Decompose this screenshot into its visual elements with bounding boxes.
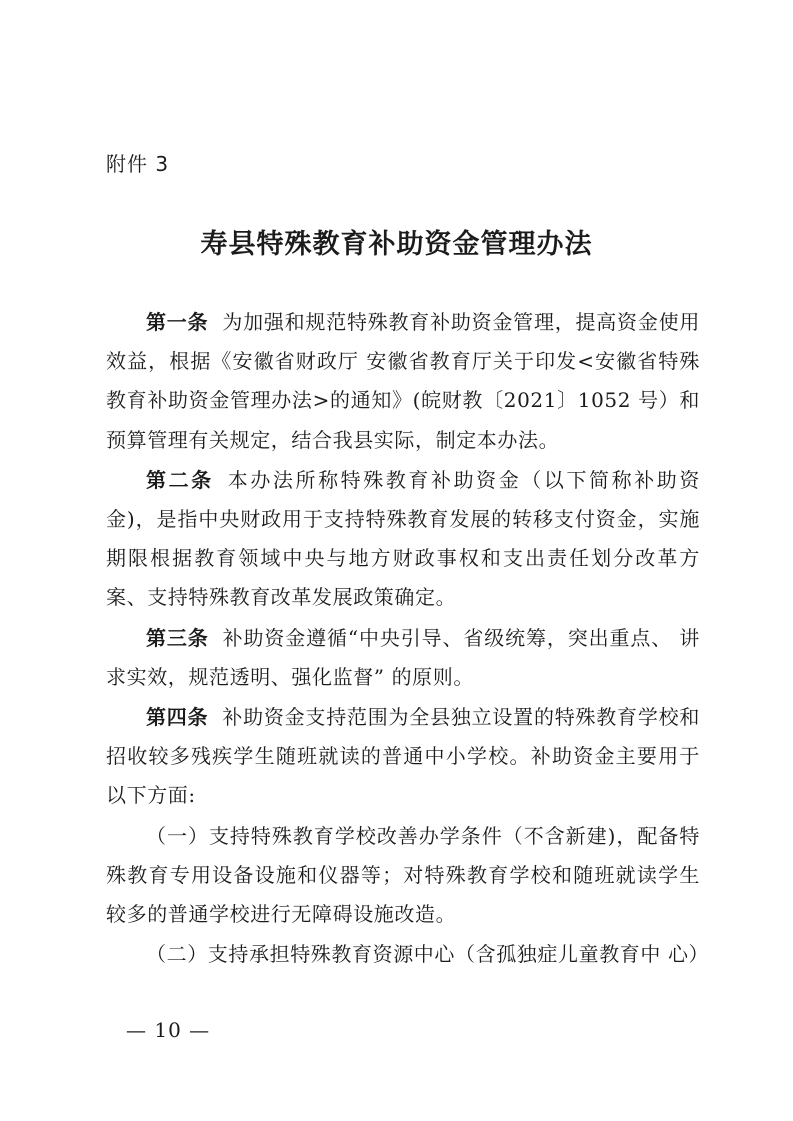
paragraph-article-4	[106, 698, 700, 816]
paragraph-article-1	[106, 303, 700, 460]
article-heading: 第三条	[146, 625, 209, 650]
document-title: 寿县特殊教育补助资金管理办法	[200, 229, 593, 260]
paragraph-item-2	[106, 935, 710, 974]
paragraph-text: 本办法所称特殊教育补助资金（以下简称补助资金)，是指中央财政用于支持特殊教育发展的转移支付资金，实施期限根据教育领域中央与地方财政事权和支出责任划分改革方案、支持特殊教育改革发展政策确定。	[106, 467, 700, 610]
article-heading: 第四条	[146, 705, 209, 730]
paragraph-article-2	[106, 461, 700, 618]
paragraph-text: （一）支持特殊教育学校改善办学条件（不含新建)，配备特殊教育专用设备设施和仪器等；对特殊教育学校和随班就读学生较多的普通学校进行无障碍设施改造。	[106, 823, 700, 927]
paragraph-text: 补助资金支持范围为全县独立设置的特殊教育学校和招收较多残疾学生随班就读的普通中小学校。补助资金主要用于以下方面:	[106, 705, 700, 808]
paragraph-text: 为加强和规范特殊教育补助资金管理，提高资金使用效益，根据《安徽省财政厅 安徽省教育厅关于印发<安徽省特殊教育补助资金管理办法>的通知》(皖财教〔2021〕1052 号）和预算管理有关规定，结合我县实际，制定本办法。	[106, 310, 700, 452]
page-number: — 10 —	[126, 1018, 211, 1042]
document-body	[106, 303, 710, 975]
paragraph-item-1	[106, 817, 700, 935]
paragraph-article-3	[106, 619, 700, 697]
article-heading: 第二条	[146, 467, 214, 492]
article-heading: 第一条	[146, 310, 209, 334]
paragraph-text: 补助资金遵循“中央引导、省级统筹，突出重点、 讲求实效，规范透明、强化监督” 的原则。	[106, 625, 700, 689]
attachment-label: 附件 3	[106, 152, 170, 176]
paragraph-text: （二）支持承担特殊教育资源中心（含孤独症儿童教育中 心）	[146, 942, 710, 967]
